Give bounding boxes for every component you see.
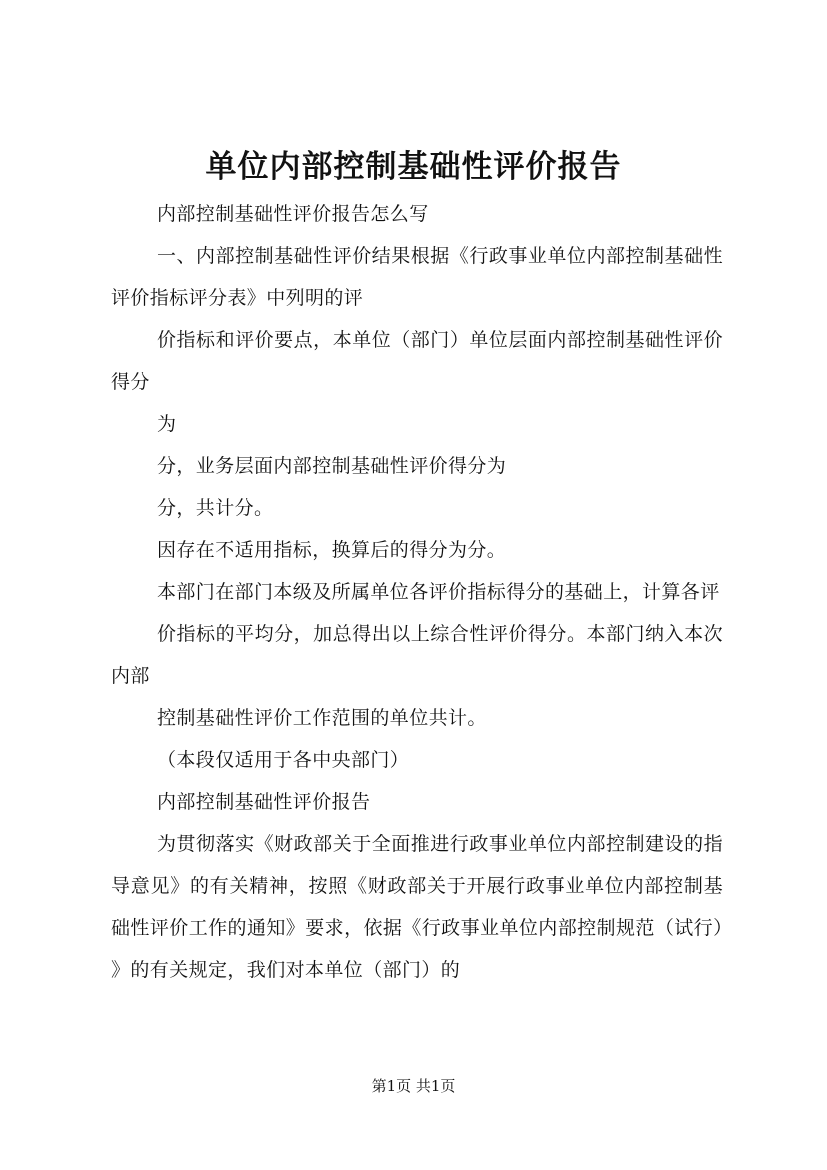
paragraph: 价指标和评价要点，本单位（部门）单位层面内部控制基础性评价得分 (111, 329, 723, 393)
paragraph: 一、内部控制基础性评价结果根据《行政事业单位内部控制基础性评价指标评分表》中列明的评 (111, 245, 723, 309)
paragraph: （本段仅适用于各中央部门） (157, 749, 410, 771)
paragraph: 本部门在部门本级及所属单位各评价指标得分的基础上，计算各评 (157, 581, 720, 603)
document-body (111, 193, 723, 991)
paragraph: 为 (157, 413, 177, 435)
paragraph: 分，业务层面内部控制基础性评价得分为 (157, 455, 507, 477)
paragraph: 价指标的平均分，加总得出以上综合性评价得分。本部门纳入本次内部 (111, 623, 723, 687)
paragraph: 内部控制基础性评价报告怎么写 (157, 203, 429, 225)
paragraph: 因存在不适用指标，换算后的得分为分。 (157, 539, 507, 561)
paragraph: 内部控制基础性评价报告 (157, 791, 371, 813)
paragraph: 为贯彻落实《财政部关于全面推进行政事业单位内部控制建设的指导意见》的有关精神，按照《财政部关于开展行政事业单位内部控制基础性评价工作的通知》要求，依据《行政事业单位内部控制规范（试行）》的有关规定，我们对本单位（部门）的 (111, 833, 723, 981)
document-title: 单位内部控制基础性评价报告 (205, 149, 622, 185)
paragraph: 分，共计分。 (157, 497, 274, 519)
paragraph: 控制基础性评价工作范围的单位共计。 (157, 707, 487, 729)
page-footer: 第1页 共1页 (371, 1077, 456, 1095)
